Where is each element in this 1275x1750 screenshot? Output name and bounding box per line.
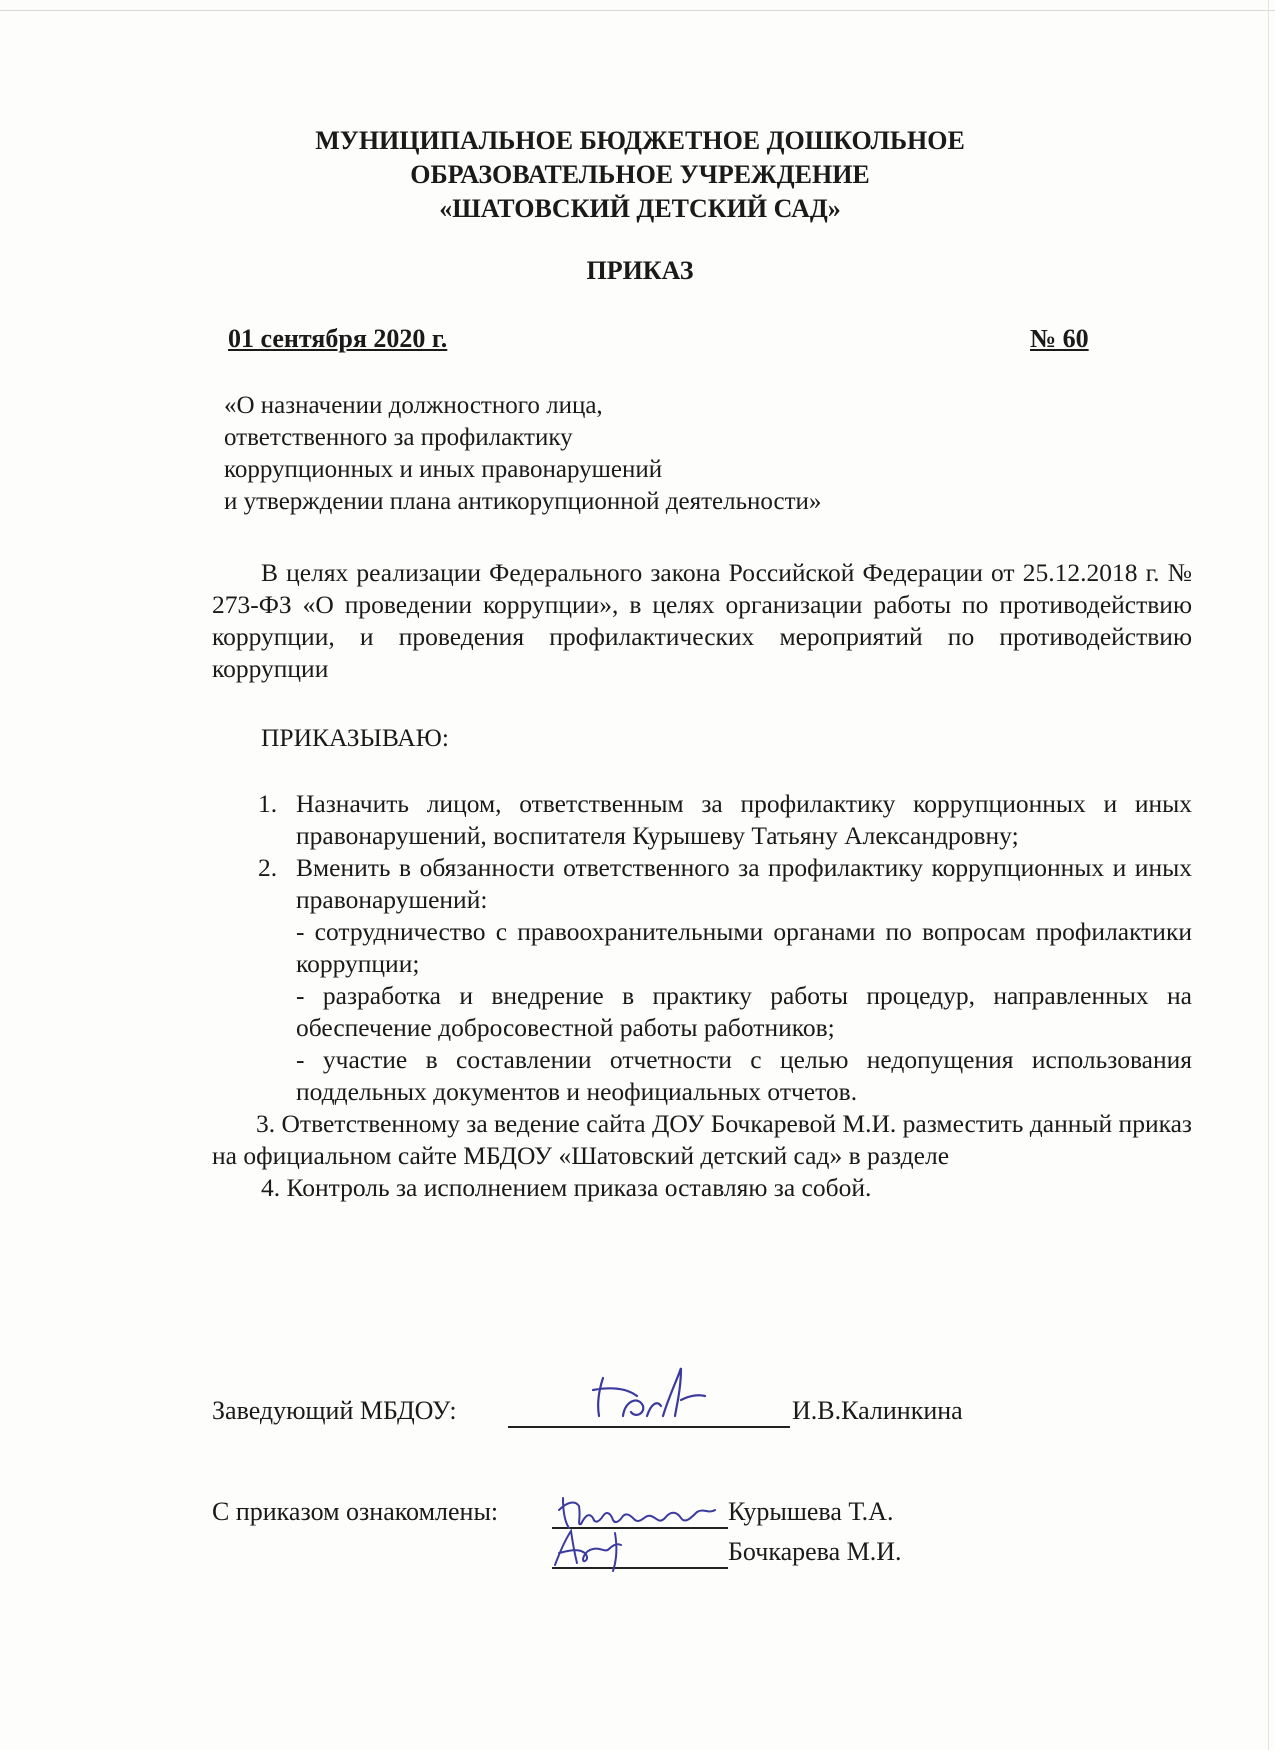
item-2-subpoint-2: - разработка и внедрение в практику работы процедур, направленных на обеспечение добросовестной работы работников;: [296, 981, 1192, 1042]
order-item-3: 3. Ответственному за ведение сайта ДОУ Бочкаревой М.И. разместить данный приказ на официальном сайте МБДОУ «Шатовский детский сад» в разделе: [212, 1109, 1192, 1170]
subject-line-2: ответственного за профилактику: [224, 424, 573, 451]
item-text: Назначить лицом, ответственным за профилактику коррупционных и иных правонарушений, воспитателя Курышеву Татьяну Александровну;: [296, 789, 1192, 850]
head-handwritten-signature: [585, 1360, 725, 1430]
order-subject: [224, 390, 984, 518]
scan-edge-top: [0, 10, 1275, 11]
head-name: И.В.Калинкина: [792, 1396, 963, 1425]
order-item-2: [212, 852, 1192, 916]
header-line-3: «ШАТОВСКИЙ ДЕТСКИЙ САД»: [439, 194, 841, 223]
order-date: 01 сентября 2020 г.: [228, 324, 448, 353]
order-item-1: [212, 788, 1192, 852]
ack-handwritten-signature-2: [545, 1525, 645, 1575]
item-number: 2.: [258, 853, 278, 882]
preamble-paragraph: В целях реализации Федерального закона Российской Федерации от 25.12.2018 г. № 273-ФЗ «О проведении коррупции», в целях организации работы по противодействию коррупции, и проведения профилактических мероприятий по противодействию коррупции: [212, 558, 1192, 683]
ack-name-1: Курышева Т.А.: [728, 1497, 894, 1526]
head-label: Заведующий МБДОУ:: [212, 1396, 457, 1425]
item-text: Вменить в обязанности ответственного за профилактику коррупционных и иных правонарушений:: [296, 853, 1192, 914]
subject-line-1: «О назначении должностного лица,: [224, 392, 603, 419]
subject-line-4: и утверждении плана антикорупционной деятельности»: [224, 488, 822, 515]
item-2-subpoint-3: - участие в составлении отчетности с целью недопущения использования поддельных документов и неофициальных отчетов.: [296, 1045, 1192, 1106]
ack-label: С приказом ознакомлены:: [212, 1497, 499, 1526]
order-number: № 60: [1030, 324, 1089, 353]
order-items: [212, 788, 1192, 1204]
header-line-1: МУНИЦИПАЛЬНОЕ БЮДЖЕТНОЕ ДОШКОЛЬНОЕ: [315, 126, 965, 155]
decree-heading: ПРИКАЗЫВАЮ:: [261, 723, 449, 752]
order-item-4: 4. Контроль за исполнением приказа оставляю за собой.: [261, 1173, 872, 1202]
institution-header: [210, 124, 1070, 226]
item-2-subpoint-1: - сотрудничество с правоохранительными органами по вопросам профилактики коррупции;: [296, 917, 1192, 978]
scan-edge-right: [1268, 0, 1269, 1750]
item-number: 1.: [258, 789, 278, 818]
subject-line-3: коррупционных и иных правонарушений: [224, 456, 663, 483]
order-title: ПРИКАЗ: [586, 256, 694, 285]
ack-name-2: Бочкарева М.И.: [728, 1537, 902, 1566]
header-line-2: ОБРАЗОВАТЕЛЬНОЕ УЧРЕЖДЕНИЕ: [410, 160, 870, 189]
